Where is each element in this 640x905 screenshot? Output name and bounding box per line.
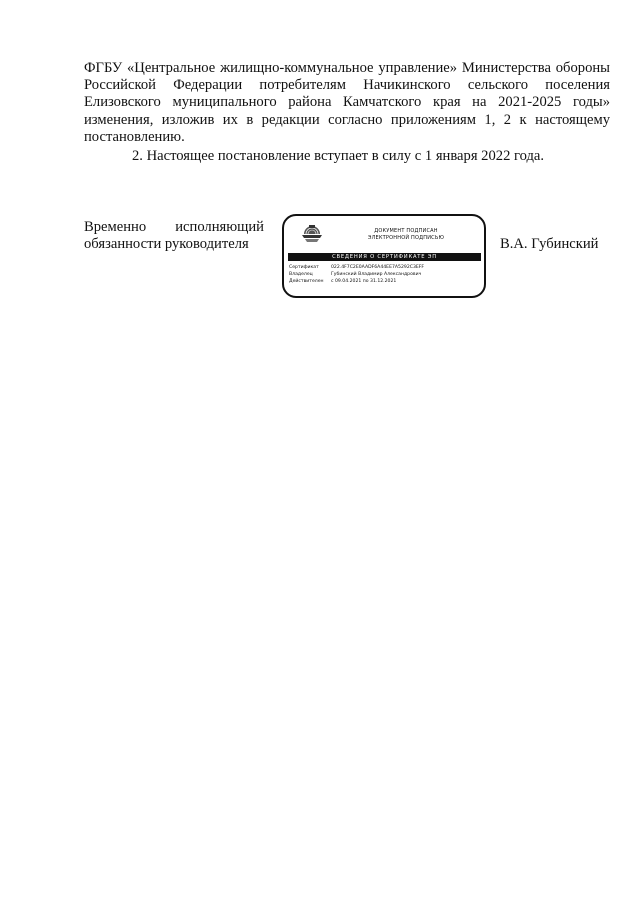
stamp-header-line2: ЭЛЕКТРОННОЙ ПОДПИСЬЮ: [367, 235, 445, 241]
paragraph-effective-date: 2. Настоящее постановление вступает в силу с 1 января 2022 года.: [132, 148, 545, 164]
stamp-row-value: с 09.04.2021 по 31.12.2021: [331, 279, 397, 284]
coat-of-arms-icon: [300, 222, 324, 244]
stamp-row-value: Губинский Владимир Александрович: [331, 272, 422, 277]
stamp-row-certificate: [289, 264, 481, 271]
stamp-row-label: Сертификат: [289, 265, 319, 270]
stamp-row-owner: [289, 271, 481, 278]
signatory-position-line1: [84, 219, 264, 236]
electronic-signature-stamp: [282, 214, 486, 298]
stamp-header-line1: ДОКУМЕНТ ПОДПИСАН: [374, 228, 438, 234]
signer-name: В.А. Губинский: [500, 236, 599, 252]
stamp-row-value: 022.4F7C2E0AADF6A44EE7A5292C3EFF: [331, 265, 425, 270]
stamp-row-label: Действителен: [289, 279, 324, 284]
stamp-section-title: СВЕДЕНИЯ О СЕРТИФИКАТЕ ЭП: [288, 253, 481, 261]
signatory-position-line2: обязанности руководителя: [84, 236, 249, 253]
paragraph-amendments: ФГБУ «Центральное жилищно-коммунальное управление» Министерства обороны Российской Федерации потребителям Начикинского сельского поселения Елизовского муниципального района Камчатского края на 2021-2025 годы» изменения, изложив их в редакции согласно приложениям 1, 2 к настоящему постановлению.: [84, 60, 610, 145]
stamp-row-label: Владелец: [289, 272, 313, 277]
signatory-position-word2: исполняющий: [175, 219, 264, 235]
signatory-position-word1: Временно: [84, 219, 147, 235]
signatory-position: [84, 219, 264, 253]
stamp-header: [342, 228, 470, 242]
stamp-row-validity: [289, 278, 481, 285]
stamp-details: [289, 264, 481, 285]
